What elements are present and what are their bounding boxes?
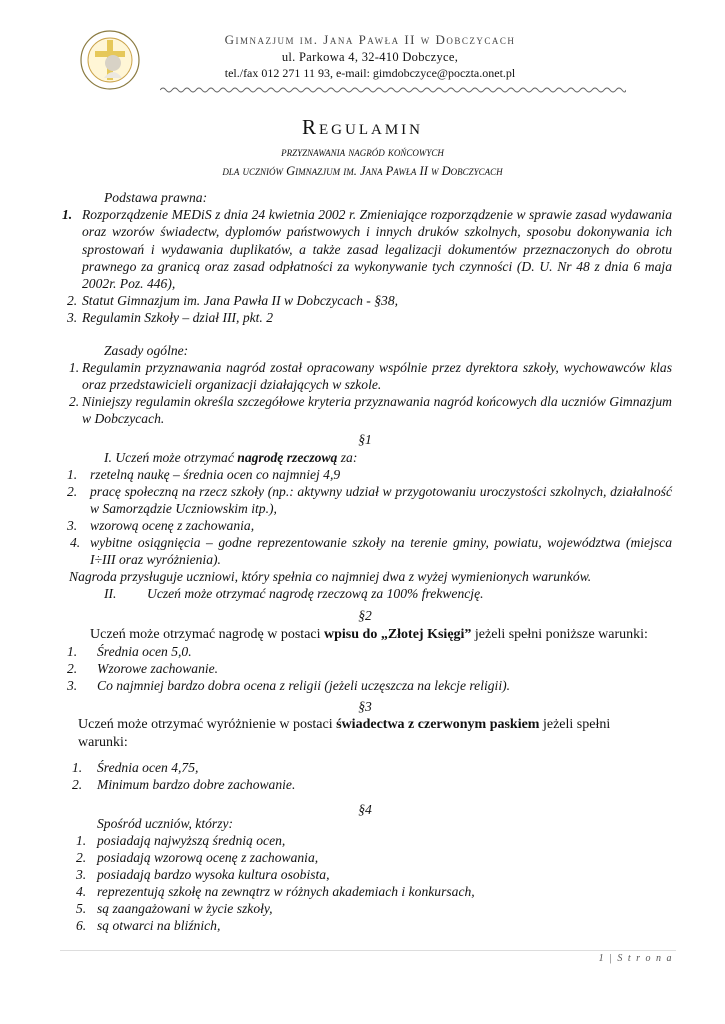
school-contact: tel./fax 012 271 11 93, e-mail: gimdobczyce@poczta.onet.pl xyxy=(224,66,516,80)
s1-note: Nagroda przysługuje uczniowi, który spełnia co najmniej dwa z wyżej wymienionych warunków. xyxy=(69,569,592,584)
document-subtitle-1: przyznawania nagród końcowych xyxy=(281,145,444,159)
s4-item-number: 4. xyxy=(76,884,87,899)
s2-item-number: 2. xyxy=(67,661,78,676)
footer-divider xyxy=(60,950,676,951)
s2-item-number: 3. xyxy=(67,678,78,693)
section-3-intro-line2: warunki: xyxy=(78,735,128,750)
school-address: ul. Parkowa 4, 32-410 Dobczyce, xyxy=(281,50,459,64)
section-4-heading: §4 xyxy=(358,802,372,817)
s1-item-text: rzetelną naukę – średnia ocen co najmniej 4,9 xyxy=(90,467,341,482)
s4-item-number: 2. xyxy=(76,850,87,865)
legal-item-number: 2. xyxy=(67,293,78,308)
section-2-intro: Uczeń może otrzymać nagrodę w postaci wpisu do „Złotej Księgi” jeżeli spełni poniższe warunki: xyxy=(90,627,648,642)
s3-item-number: 2. xyxy=(72,777,83,792)
general-item-number: 1. xyxy=(69,360,80,375)
s4-item-text: są zaangażowani w życie szkoły, xyxy=(97,901,273,916)
s2-item-number: 1. xyxy=(67,644,78,659)
s4-item-number: 3. xyxy=(76,867,87,882)
section-1-heading: §1 xyxy=(358,432,372,447)
section-4-intro: Spośród uczniów, którzy: xyxy=(97,816,234,831)
page-number: 1 xyxy=(598,953,606,964)
s4-item-text: reprezentują szkołę na zewnątrz w różnych akademiach i konkursach, xyxy=(97,884,475,899)
s1-item2-number: II. xyxy=(104,586,117,601)
school-name: Gimnazjum im. Jana Pawła II w Dobczycach xyxy=(224,32,516,47)
s4-item-number: 5. xyxy=(76,901,87,916)
legal-item-text: Rozporządzenie MEDiS z dnia 24 kwietnia 2002 r. Zmieniające rozporządzenie w sprawie zasad wydawania oraz wzorów świadectw, dyplomów państwowych i innych druków szkolnych, sposobu dokonywania ich sprostowań i wydawania duplikatów, a także zasad legalizacji dokumentów przeznaczonych do obrotu prawnego za granicą oraz zasad odpłatności za wykonywanie tych czynności (D. U. Nr 48 z dnia 6 maja 2002r. Poz. 446), xyxy=(82,207,672,292)
s4-item-text: posiadają bardzo wysoka kultura osobista, xyxy=(97,867,330,882)
document-title: Regulamin xyxy=(302,115,423,139)
s1-item-number: 4. xyxy=(70,535,81,550)
general-item-number: 2. xyxy=(69,394,80,409)
page-footer xyxy=(599,953,673,964)
s2-item-text: Co najmniej bardzo dobra ocena z religii (jeżeli uczęszcza na lekcje religii). xyxy=(97,678,511,693)
s2-item-text: Średnia ocen 5,0. xyxy=(97,644,192,659)
s3-item-number: 1. xyxy=(72,760,83,775)
s1-item2-text: Uczeń może otrzymać nagrodę rzeczową za 100% frekwencję. xyxy=(147,586,484,601)
document-subtitle-2: dla uczniów Gimnazjum im. Jana Pawła II w Dobczycach xyxy=(222,164,503,178)
s4-item-number: 6. xyxy=(76,918,87,933)
general-heading: Zasady ogólne: xyxy=(104,343,189,358)
s3-item-text: Minimum bardzo dobre zachowanie. xyxy=(97,777,296,792)
legal-item-number: 1. xyxy=(62,207,73,222)
s3-item-text: Średnia ocen 4,75, xyxy=(97,760,199,775)
legal-basis-heading: Podstawa prawna: xyxy=(104,190,208,205)
s4-item-number: 1. xyxy=(76,833,87,848)
s4-item-text: posiadają najwyższą średnią ocen, xyxy=(97,833,286,848)
legal-item-number: 3. xyxy=(67,310,78,325)
s1-item-text: wybitne osiągnięcia – godne reprezentowanie szkoły na terenie gminy, powiatu, województwa (miejsca I÷III oraz wyróżnienia). xyxy=(90,535,672,568)
s4-item-text: posiadają wzorową ocenę z zachowania, xyxy=(97,850,319,865)
general-item-text: Niniejszy regulamin określa szczegółowe kryteria przyznawania nagród końcowych dla uczniów Gimnazjum w Dobczycach. xyxy=(82,394,672,427)
section-3-intro: Uczeń może otrzymać wyróżnienie w postaci świadectwa z czerwonym paskiem jeżeli spełni xyxy=(78,717,611,732)
s1-item-number: 2. xyxy=(67,484,78,499)
header-divider xyxy=(160,86,626,94)
s4-item-text: są otwarci na bliźnich, xyxy=(97,918,221,933)
s1-item-text: wzorową ocenę z zachowania, xyxy=(90,518,255,533)
legal-item-text: Regulamin Szkoły – dział III, pkt. 2 xyxy=(82,310,274,325)
s1-item-text: pracę społeczną na rzecz szkoły (np.: aktywny udział w przygotowaniu uroczystości szkolnych, działalność w Samorządzie Uczniowskim itp.), xyxy=(90,484,672,517)
section-3-heading: §3 xyxy=(358,699,372,714)
page-label: | S t r o n a xyxy=(609,953,673,964)
general-item-text: Regulamin przyznawania nagród został opracowany wspólnie przez dyrektora szkoły, wychowawców klas oraz przedstawicieli organizacji działających w szkole. xyxy=(82,360,672,393)
s1-item-number: 3. xyxy=(67,518,78,533)
section-2-heading: §2 xyxy=(358,608,372,623)
s1-item-number: 1. xyxy=(67,467,78,482)
school-emblem-icon xyxy=(80,30,140,90)
s2-item-text: Wzorowe zachowanie. xyxy=(97,661,219,676)
legal-item-text: Statut Gimnazjum im. Jana Pawła II w Dobczycach - §38, xyxy=(82,293,399,308)
section-1-intro: I. Uczeń może otrzymać nagrodę rzeczową za: xyxy=(104,450,358,465)
